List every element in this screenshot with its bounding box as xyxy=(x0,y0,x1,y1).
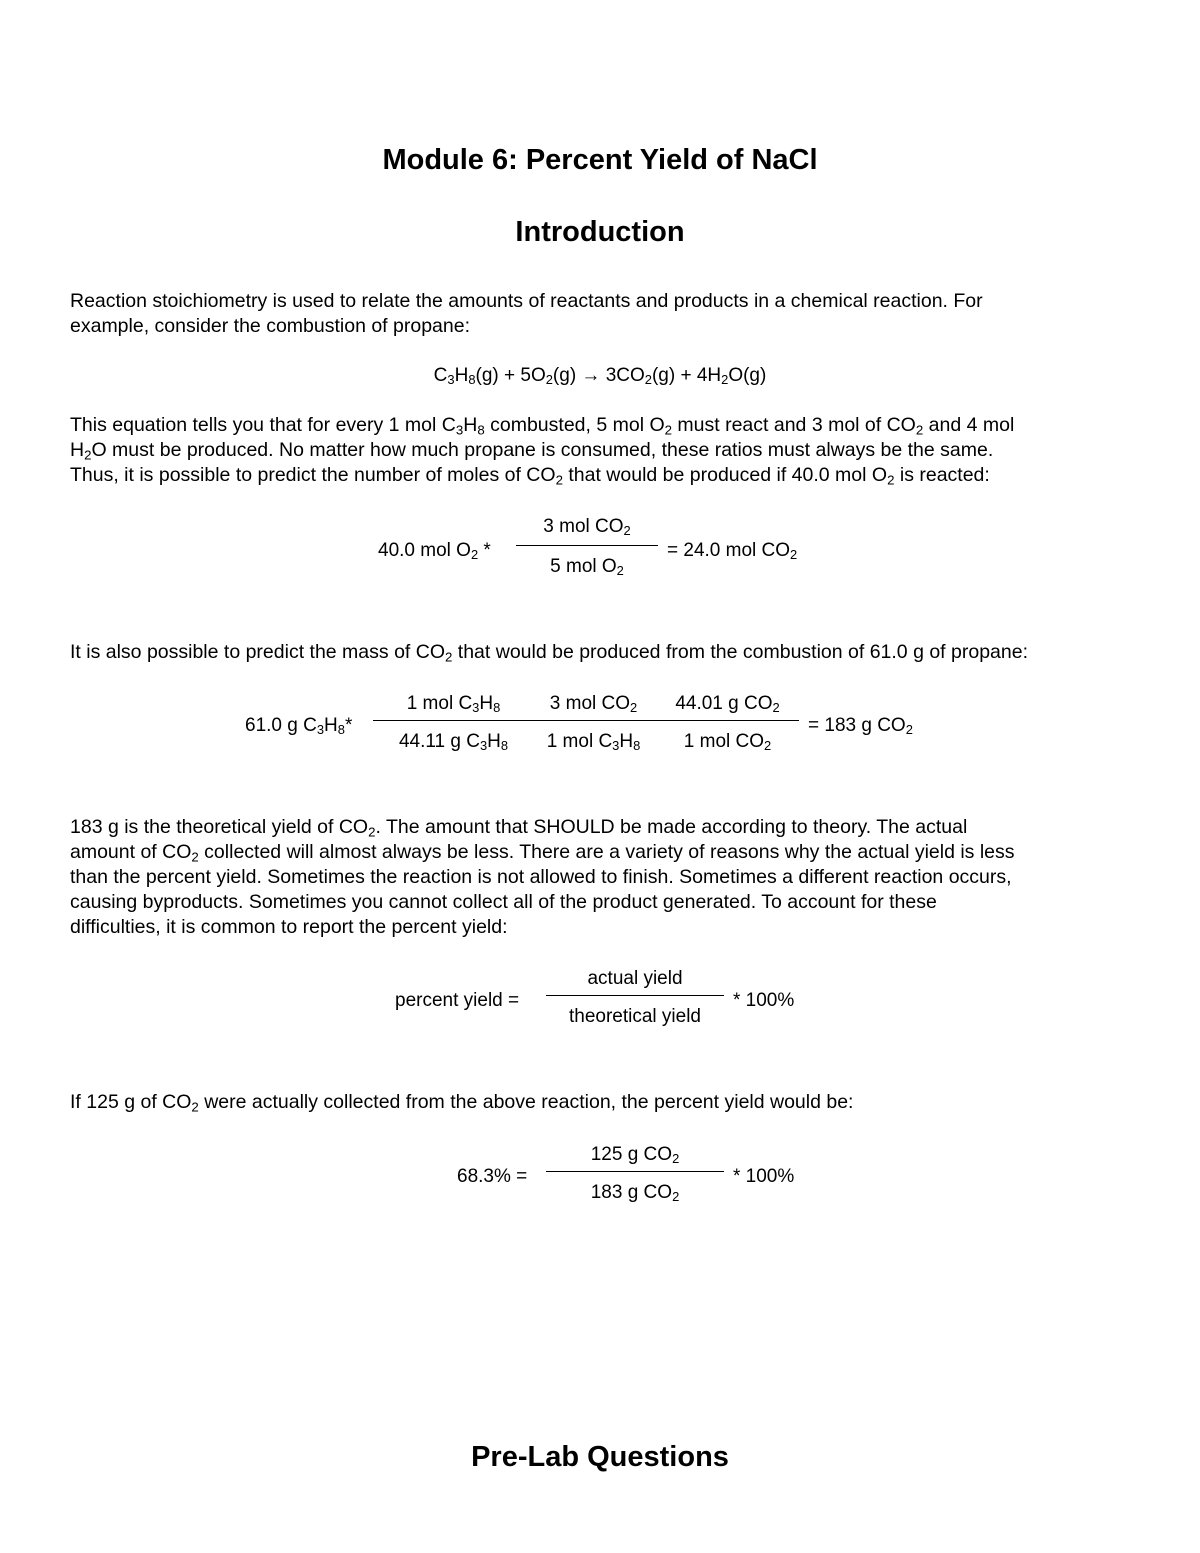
calc2-denominator-3: 1 mol $CO_2$ xyxy=(683,731,772,754)
paragraph-example: If 125 g of $CO_2$ were actually collected from the above reaction, the percent yield would be: xyxy=(70,1091,854,1115)
combustion-equation: $C_3H_8(g) + 5O_2(g) \to 3CO_2(g) + 4H_2O(g)$ xyxy=(433,365,767,388)
calc1-result: = 24.0 mol $CO_2$ xyxy=(667,540,798,563)
fraction-bar xyxy=(516,545,658,546)
calc2-left: 61.0 g $C_3H_8*$ xyxy=(245,715,353,738)
paragraph-ratios xyxy=(70,413,1150,488)
calc2-numerator-3: 44.01 g $CO_2$ xyxy=(675,693,780,716)
calc3-right: * 100% xyxy=(733,990,795,1011)
text-line: example, consider the combustion of propane: xyxy=(70,315,470,337)
fraction-bar xyxy=(546,1171,724,1172)
text-line: causing byproducts. Sometimes you cannot collect all of the product generated. To account for these xyxy=(70,891,937,913)
calc1-denominator: 5 mol $O_2$ xyxy=(550,556,624,579)
fraction-bar xyxy=(373,720,799,721)
text-line: than the percent yield. Sometimes the reaction is not allowed to finish. Sometimes a different reaction occurs, xyxy=(70,866,1012,888)
calc4-right: * 100% xyxy=(733,1166,795,1187)
calc2-denominator-1: 44.11 g $C_3H_8$ xyxy=(398,731,509,754)
text-line: Reaction stoichiometry is used to relate the amounts of reactants and products in a chemical reaction. For xyxy=(70,290,983,312)
text-line: 183 g is the theoretical yield of $CO_2$. The amount that SHOULD be made according to theory. The actual xyxy=(70,816,968,840)
calc2-result: = 183 g $CO_2$ xyxy=(808,715,913,738)
text-line: difficulties, it is common to report the percent yield: xyxy=(70,916,508,938)
calc2-numerator-1: 1 mol $C_3H_8$ xyxy=(406,693,501,716)
paragraph-mass: It is also possible to predict the mass of $CO_2$ that would be produced from the combustion of 61.0 g of propane: xyxy=(70,641,1028,665)
page-title: Module 6: Percent Yield of NaCl xyxy=(382,144,818,176)
text-line: $H_2O$ must be produced. No matter how much propane is consumed, these ratios must always be the same. xyxy=(70,439,994,463)
paragraph-theoretical-yield xyxy=(70,815,1150,940)
calc4-numerator: 125 g $CO_2$ xyxy=(590,1144,680,1167)
text-line: amount of $CO_2$ collected will almost always be less. There are a variety of reasons why the actual yield is less xyxy=(70,841,1015,865)
calc4-left: 68.3% = xyxy=(457,1166,528,1187)
text-line: Thus, it is possible to predict the number of moles of $CO_2$ that would be produced if 40.0 mol $O_2$ is reacted: xyxy=(70,464,990,488)
prelab-heading: Pre-Lab Questions xyxy=(471,1441,729,1473)
introduction-heading: Introduction xyxy=(515,216,685,248)
text-line: This equation tells you that for every 1 mol $C_3H_8$ combusted, 5 mol $O_2$ must react and 3 mol of $CO_2$ and 4 mol xyxy=(70,414,1015,438)
calc2-numerator-2: 3 mol $CO_2$ xyxy=(549,693,638,716)
calc3-denominator: theoretical yield xyxy=(568,1006,702,1027)
calc2-denominator-2: 1 mol $C_3H_8$ xyxy=(546,731,641,754)
calc3-left: percent yield = xyxy=(395,990,520,1011)
calc4-denominator: 183 g $CO_2$ xyxy=(590,1182,680,1205)
paragraph-intro xyxy=(70,289,1150,339)
calc3-numerator: actual yield xyxy=(587,968,683,989)
fraction-bar xyxy=(546,995,724,996)
calc1-numerator: 3 mol $CO_2$ xyxy=(543,516,631,539)
calc1-left: 40.0 mol $O_2$ * xyxy=(378,540,491,563)
